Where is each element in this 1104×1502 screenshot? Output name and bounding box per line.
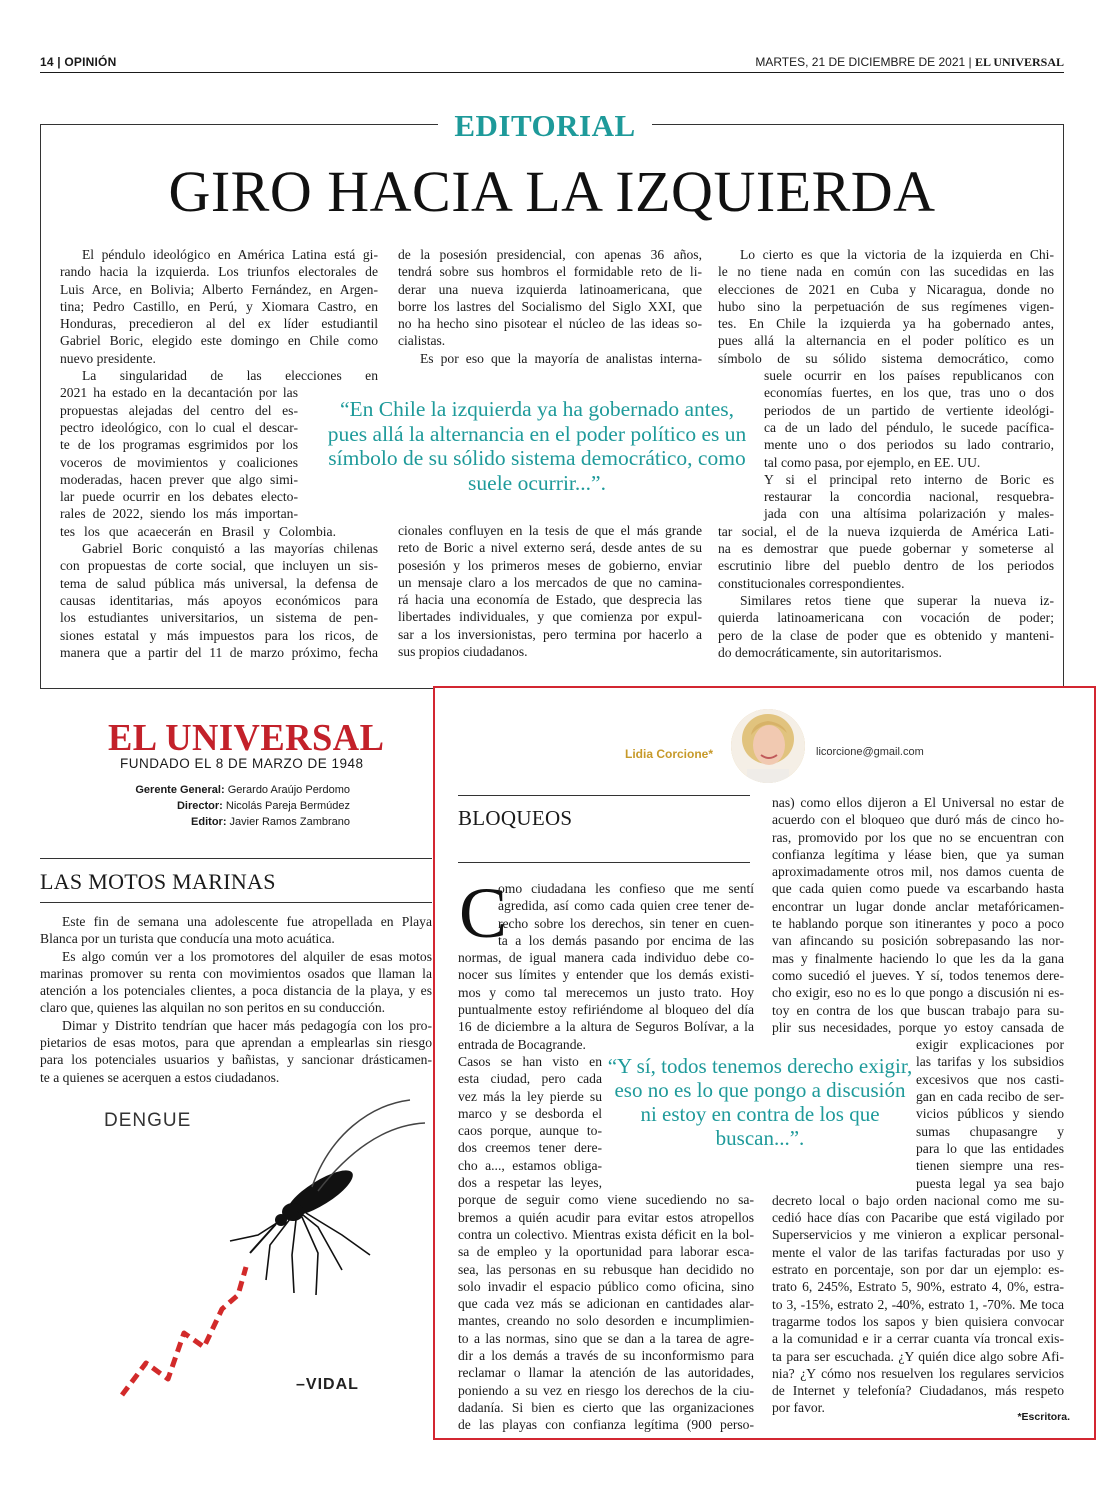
text-line: siones estatal y más impuestos para los ricos, de	[60, 627, 378, 643]
header-date	[755, 55, 1064, 70]
text-line: tes los que acaecerán en Brasil y Colombia.	[60, 523, 336, 539]
text-line: con propuestas de corte social, que incluyen un sis-	[60, 558, 378, 574]
author-avatar	[731, 709, 805, 783]
text-line: mas y finalmente haciendo lo que les da la gana	[772, 950, 1064, 966]
editorial-column-2-bottom	[398, 522, 702, 660]
text-line: tendrá sobre sus hombros el formidable reto de li-	[398, 264, 702, 280]
text-line: tragarme todos los sapos y bien quisiera convocar	[772, 1313, 1064, 1329]
editorial-title: GIRO HACIA LA IZQUIERDA	[168, 159, 936, 224]
text-line: mente el valor de las tarifas facturadas por uso y	[772, 1244, 1064, 1260]
motos-title: LAS MOTOS MARINAS	[40, 869, 276, 894]
text-line: quierda latinoamericana con vocación de poder;	[718, 610, 1054, 626]
text-line: sumas chupasangre y	[916, 1123, 1064, 1139]
text-line: ta para ser escuchada. ¿Y quién dice algo sobre Afi-	[772, 1348, 1064, 1364]
text-line: de las playas con confianza legítima (900 perso-	[458, 1417, 754, 1433]
text-line: causas identitarias, más apoyos económicos para	[60, 592, 378, 608]
text-line: rales de 2022, siendo los más importan-	[60, 506, 298, 522]
text-line: como sucedió el jueves. Y sí, todos tenemos dere-	[772, 967, 1064, 983]
text-line: puntualmente estoy refiriéndome al bloqueo del día	[458, 1002, 754, 1018]
text-line: rando hacia la izquierda. Los triunfos electorales de	[60, 264, 378, 280]
text-line: excesivos que nos casti-	[916, 1071, 1064, 1087]
text-line: Blanca por un turista que conducía una moto acuática.	[40, 931, 335, 947]
text-line: tar social, el de la nueva izquierda de América Lati-	[718, 523, 1054, 539]
text-line: porque de seguir como viene sucediendo no sa-	[458, 1192, 754, 1208]
text-line: atención a los potenciales clientes, a poca distancia de la playa, y es	[40, 983, 432, 999]
staff-name: Gerardo Araújo Perdomo	[224, 784, 350, 796]
text-line: voceros de movimientos y coaliciones	[60, 454, 298, 470]
motos-rule-bottom	[40, 902, 432, 903]
text-line: vicios públicos y siendo	[916, 1106, 1064, 1122]
text-line: Similares retos tiene que superar la nueva iz-	[740, 592, 1054, 608]
text-line: lar puede ocurrir en los debates electo-	[60, 489, 298, 505]
text-line: omo ciudadana les confieso que me sentí	[498, 881, 754, 896]
mosquito-icon	[230, 1100, 425, 1295]
text-line: plir sus necesidades, porque yo estoy cansada de	[772, 1019, 1064, 1035]
text-line: Lo cierto es que la victoria de la izquierda en Chi-	[740, 247, 1054, 262]
staff-role: Editor:	[191, 816, 227, 828]
opinion-pull-quote: “Y sí, todos tenemos derecho exigir, eso no es lo que pongo a discusión ni estoy en contra de los que buscan...”.	[607, 1054, 913, 1150]
text-line: agredida, así como cada quien cree tener de-	[498, 898, 754, 914]
text-line: a la comunidad e ir a cerrar cuanta vía troncal exis-	[772, 1331, 1064, 1347]
text-line: propuestas alejadas del centro del es-	[60, 402, 298, 418]
text-line: le no tiene nada en común con las sucedidas en las	[718, 264, 1054, 280]
text-line: te a quienes se acerquen a estos ciudadanos.	[40, 1069, 280, 1085]
text-line: esta ciudad, pero cada	[458, 1071, 602, 1087]
text-line: do democráticamente, sin autoritarismos.	[718, 644, 942, 660]
text-line: de la posesión presidencial, con apenas 36 años,	[398, 247, 702, 262]
text-line: na es demostrar que puede gobernar y someterse al	[718, 541, 1054, 557]
text-line: nas) como ellos dijeron a El Universal no estar de	[772, 795, 1064, 810]
text-line: borre los lastres del Socialismo del Siglo XXI, que	[398, 298, 702, 314]
cartoon-caption: DENGUE	[104, 1110, 192, 1131]
text-line: tal como pasa, por ejemplo, en EE. UU.	[764, 454, 981, 470]
text-line: símbolo de su sólido sistema democrático, como	[718, 350, 1054, 366]
text-line: Gabriel Boric conquistó a las mayorías chilenas	[82, 541, 378, 557]
text-line: sus propios ciudadanos.	[398, 644, 528, 660]
text-line: bremos a quién acudir para evitar estos atropellos	[458, 1209, 754, 1225]
text-line: los estudiantes universitarios, un sistema de pen-	[60, 610, 378, 626]
text-line: cho a..., estamos obliga-	[458, 1157, 602, 1173]
opinion-rule-bottom	[458, 862, 750, 863]
text-line: elecciones de 2021 en Cuba y Nicaragua, donde no	[718, 281, 1054, 297]
text-line: rá hacia una economía de Estado, que desprecia las	[398, 592, 702, 608]
text-line: to 3, -15%, estrato 2, -40%, estrato 1, -70%. Me toca	[772, 1296, 1064, 1312]
text-line: ras, promovido por los que no se encuentran con	[772, 829, 1064, 845]
text-line: para lo que las entidades	[916, 1140, 1064, 1156]
motos-rule-top	[40, 858, 432, 859]
text-line: cho exigir, eso no es lo que pongo a discusión ni es-	[772, 985, 1064, 1001]
text-line: Este fin de semana una adolescente fue atropellada en Playa	[62, 914, 432, 929]
text-line: restaurar la concordia nacional, resquebra-	[764, 489, 1054, 505]
text-line: estrato en porcentaje, son por dar un ejemplo: es-	[772, 1262, 1064, 1278]
text-line: te de los programas esgrimidos por los	[60, 437, 298, 453]
editorial-rule-right	[652, 124, 1064, 125]
text-line: manera que a partir del 11 de marzo próximo, fecha	[60, 644, 378, 660]
opinion-rule-top	[458, 795, 750, 796]
text-line: normas, de igual manera cada individuo debe co-	[458, 950, 754, 966]
text-line: 2021 ha estado en la decantación por las	[60, 385, 298, 401]
text-line: vez más la ley pierde su	[458, 1088, 602, 1104]
staff-role: Gerente General:	[135, 784, 225, 796]
text-line: tina; Pedro Castillo, en Perú, y Xiomara Castro, en	[60, 298, 378, 314]
text-line: constitucionales correspondientes.	[718, 575, 905, 591]
text-line: dos a respetar las leyes,	[458, 1175, 602, 1191]
text-line: periodos de un partido de vertiente ideológi-	[764, 402, 1054, 418]
text-line: La singularidad de las elecciones en	[82, 368, 378, 384]
editorial-pull-quote: “En Chile la izquierda ya ha gobernado antes, pues allá la alternancia en el poder político es un símbolo de su sólido sistema democrático, como suele ocurrir...”.	[327, 397, 747, 495]
text-line: puesta legal ya sea bajo	[916, 1175, 1064, 1191]
text-line: dos creemos tener dere-	[458, 1140, 602, 1156]
author-email[interactable]: licorcione@gmail.com	[816, 746, 924, 758]
text-line: poniendo a su vez en riesgo los derechos de la ciu-	[458, 1382, 754, 1398]
text-line: mos y como tal merecemos un justo trato. Hoy	[458, 984, 754, 1000]
text-line: pues allá la alternancia en el poder político es un	[718, 333, 1054, 349]
text-line: reto de Boric a nivel externo será, desde antes de su	[398, 540, 702, 556]
text-line: cionales confluyen en la tesis de que el más grande	[398, 523, 702, 538]
text-line: pietarios de esas motos, para que aprendan a emplearlas sin riesgo	[40, 1035, 432, 1051]
text-line: Casos se han visto en	[458, 1053, 602, 1069]
text-line: cedió hace días con Pacaribe que está vigilado por	[772, 1210, 1064, 1226]
staff-name: Nicolás Pareja Bermúdez	[222, 800, 350, 812]
text-line: mantes, creando no solo desorden e incumplimien-	[458, 1313, 754, 1329]
text-line: mente uno o dos periodos su lado contrario,	[764, 437, 1054, 453]
text-line: nuevo presidente.	[60, 350, 156, 366]
text-line: Honduras, precedieron al del ex líder estudiantil	[60, 316, 378, 332]
text-line: economías fuertes, en los que, tras uno o dos	[764, 385, 1054, 401]
text-line: recho sobre los derechos, sin tener en cuen-	[498, 915, 754, 931]
text-line: Gabriel Boric, elegido este domingo en Chile como	[60, 333, 378, 349]
date-text: MARTES, 21 DE DICIEMBRE DE 2021 |	[755, 55, 972, 69]
cartoonist-signature: –VIDAL	[296, 1376, 359, 1393]
text-line: nia? ¿Y cómo nos resuelven los regulares servicios	[772, 1365, 1064, 1381]
text-line: te hablando porque son itinerantes y poco a poco	[772, 916, 1064, 932]
text-line: tienen siempre una res-	[916, 1158, 1064, 1174]
text-line: toy en contra de los que buscan trabajo para su-	[772, 1002, 1064, 1018]
text-line: que cada quien como puede va escarbando hasta	[772, 881, 1064, 897]
text-line: no ha hecho sino pisotear el núcleo de las ideas so-	[398, 316, 702, 332]
text-line: acuerdo con el bloqueo que duró más de cinco ho-	[772, 812, 1064, 828]
editorial-column-3	[718, 246, 1054, 661]
text-line: ca de un lado del péndulo, le sucede pacífica-	[764, 419, 1054, 435]
text-line: por favor.	[772, 1400, 825, 1416]
text-line: to a las normas, sino que se dan a la tarea de agre-	[458, 1330, 754, 1346]
staff-role: Director:	[176, 800, 223, 812]
text-line: Es por eso que la mayoría de analistas interna-	[420, 350, 702, 366]
text-line: tes. En Chile la izquierda ya ha gobernado antes,	[718, 316, 1054, 332]
text-line: exigir explicaciones por	[916, 1037, 1064, 1053]
text-line: tema de salud pública más universal, la defensa de	[60, 575, 378, 591]
text-line: Y si el principal reto interno de Boric es	[764, 471, 1054, 487]
text-line: un mensaje claro a los mercados de que no camina-	[398, 574, 702, 590]
text-line: posesión y los primeros meses de gobierno, enviar	[398, 557, 702, 573]
staff-box	[100, 782, 350, 830]
page-section: 14 | OPINIÓN	[40, 55, 117, 69]
editorial-label: EDITORIAL	[454, 108, 636, 143]
text-line: Dimar y Distrito tendrían que hacer más pedagogía con los pro-	[62, 1017, 432, 1033]
text-line: las tarifas y los subsidios	[916, 1054, 1064, 1070]
dengue-cartoon	[80, 1095, 432, 1425]
drop-cap: C	[459, 873, 508, 953]
text-line: derar una nueva izquierda latinoamericana, que	[398, 281, 702, 297]
text-line: aproximadamente otros mil, nos damos cuenta de	[772, 864, 1064, 880]
author-portrait-icon	[731, 709, 805, 783]
text-line: nocer sus límites y entender que los demás existi-	[458, 967, 754, 983]
text-line: entrada de Bocagrande.	[458, 1036, 586, 1052]
staff-line	[100, 798, 350, 814]
text-line: moderadas, hacen prever que algo simi-	[60, 471, 298, 487]
text-line: sar a los inversionistas, pero termina por hacerlo a	[398, 626, 702, 642]
text-line: libertades individuales, y que comienza por expul-	[398, 609, 702, 625]
text-line: Es algo común ver a los promotores del alquiler de esas motos	[62, 948, 432, 964]
author-footnote: *Escritora.	[1017, 1411, 1070, 1423]
staff-line	[100, 814, 350, 830]
text-line: dir a los demás a través de su inconformismo para	[458, 1348, 754, 1364]
text-line: claro que, quienes las alquilan no son peritos en su conducción.	[40, 1000, 386, 1016]
text-line: pero de la clase de poder que es obtenido y manteni-	[718, 627, 1054, 643]
header-rule	[40, 72, 1064, 73]
text-line: ta a los demás pasando por encima de las	[498, 932, 754, 948]
text-line: sa de empleo y la oportunidad para laborar esca-	[458, 1244, 754, 1260]
opinion-column-left	[458, 873, 754, 1434]
newspaper-logo: EL UNIVERSAL	[108, 717, 385, 759]
motos-body	[40, 913, 432, 1086]
text-line: contra un colectivo. Mientras exista déficit en la bol-	[458, 1226, 754, 1242]
rising-trend-line-icon	[122, 1267, 246, 1395]
founded-line: FUNDADO EL 8 DE MARZO DE 1948	[120, 756, 364, 771]
text-line: para los potenciales usuarios y bañistas, y sancionar drásticamen-	[40, 1052, 432, 1068]
staff-line	[100, 782, 350, 798]
text-line: marco y se desborda el	[458, 1105, 602, 1121]
text-line: dadanía. Si bien es cierto que las organizaciones	[458, 1399, 754, 1415]
author-name: Lidia Corcione*	[625, 747, 714, 761]
text-line: escrutinio libre del pueblo dentro de los periodos	[718, 558, 1054, 574]
text-line: reclamar o llamar la atención de las autoridades,	[458, 1365, 754, 1381]
text-line: pectro ideológico, con lo cual el descar-	[60, 419, 298, 435]
text-line: jada con una altísima polarización y males-	[764, 506, 1054, 522]
text-line: gan en cada recibo de ser-	[916, 1089, 1064, 1105]
text-line: 16 de diciembre a la altura de Seguros Bolívar, a la	[458, 1019, 754, 1035]
text-line: caos porque, aunque to-	[458, 1123, 602, 1139]
editorial-column-2-top	[398, 246, 702, 367]
text-line: marinas promover su renta con movimientos osados que llaman la	[40, 965, 432, 981]
text-line: decreto local o bajo orden nacional como me su-	[772, 1192, 1064, 1208]
text-line: Luis Arce, en Bolivia; Alberto Fernández, en Argen-	[60, 281, 378, 297]
text-line: hubo sino la perpetuación de sus regímenes vigen-	[718, 298, 1054, 314]
text-line: Superservicios y me vinieron a explicar personal-	[772, 1227, 1064, 1243]
text-line: que cada vez más se adicionan en cantidades alar-	[458, 1296, 754, 1312]
text-line: trato 6, 245%, Estrato 5, 90%, estrato 4, 0%, estra-	[772, 1279, 1064, 1295]
paper-name: EL UNIVERSAL	[974, 55, 1064, 69]
text-line: sea, las personas en su rebusque han decidido no	[458, 1261, 754, 1277]
editorial-rule-left	[40, 124, 438, 125]
text-line: encontrar un lugar donde anclar metafóricamen-	[772, 898, 1064, 914]
opinion-title: BLOQUEOS	[458, 806, 573, 830]
text-line: El péndulo ideológico en América Latina está gi-	[82, 247, 378, 262]
text-line: cialistas.	[398, 333, 446, 349]
text-line: suele ocurrir en los países republicanos con	[764, 368, 1054, 384]
staff-name: Javier Ramos Zambrano	[226, 816, 350, 828]
text-line: de Internet y telefonía? Ciudadanos, más respeto	[772, 1383, 1064, 1399]
text-line: van afincando su posición sobrepasando las nor-	[772, 933, 1064, 949]
text-line: confianza legítima y léase bien, que ya suman	[772, 846, 1064, 862]
text-line: solo invadir el espacio público como oficina, sino	[458, 1278, 754, 1294]
